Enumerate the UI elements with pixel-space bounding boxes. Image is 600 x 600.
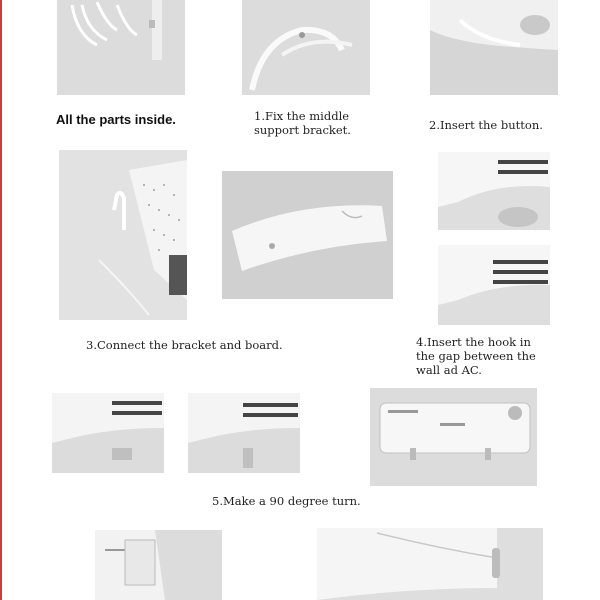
photo-hook-step-a [438, 152, 550, 230]
photo-hook-step-b [438, 245, 550, 325]
page-edge-line [0, 0, 2, 600]
caption-parts: All the parts inside. [56, 112, 176, 127]
photo-bottom-right [317, 528, 543, 600]
caption-step2: 2.Insert the button. [429, 118, 543, 132]
photo-turn-step-b [188, 393, 300, 473]
photo-board [222, 171, 393, 299]
caption-step1: 1.Fix the middle support bracket. [254, 109, 351, 137]
photo-insert-button [430, 0, 558, 95]
photo-connect-bracket [59, 150, 187, 320]
caption-step5: 5.Make a 90 degree turn. [212, 494, 361, 508]
caption-step3: 3.Connect the bracket and board. [86, 338, 283, 352]
photo-installed-ac [370, 388, 537, 486]
photo-middle-bracket [242, 0, 370, 95]
photo-bottom-left [95, 530, 222, 600]
photo-turn-step-a [52, 393, 164, 473]
caption-step4: 4.Insert the hook in the gap between the wall ad AC. [416, 335, 536, 377]
photo-parts [57, 0, 185, 95]
